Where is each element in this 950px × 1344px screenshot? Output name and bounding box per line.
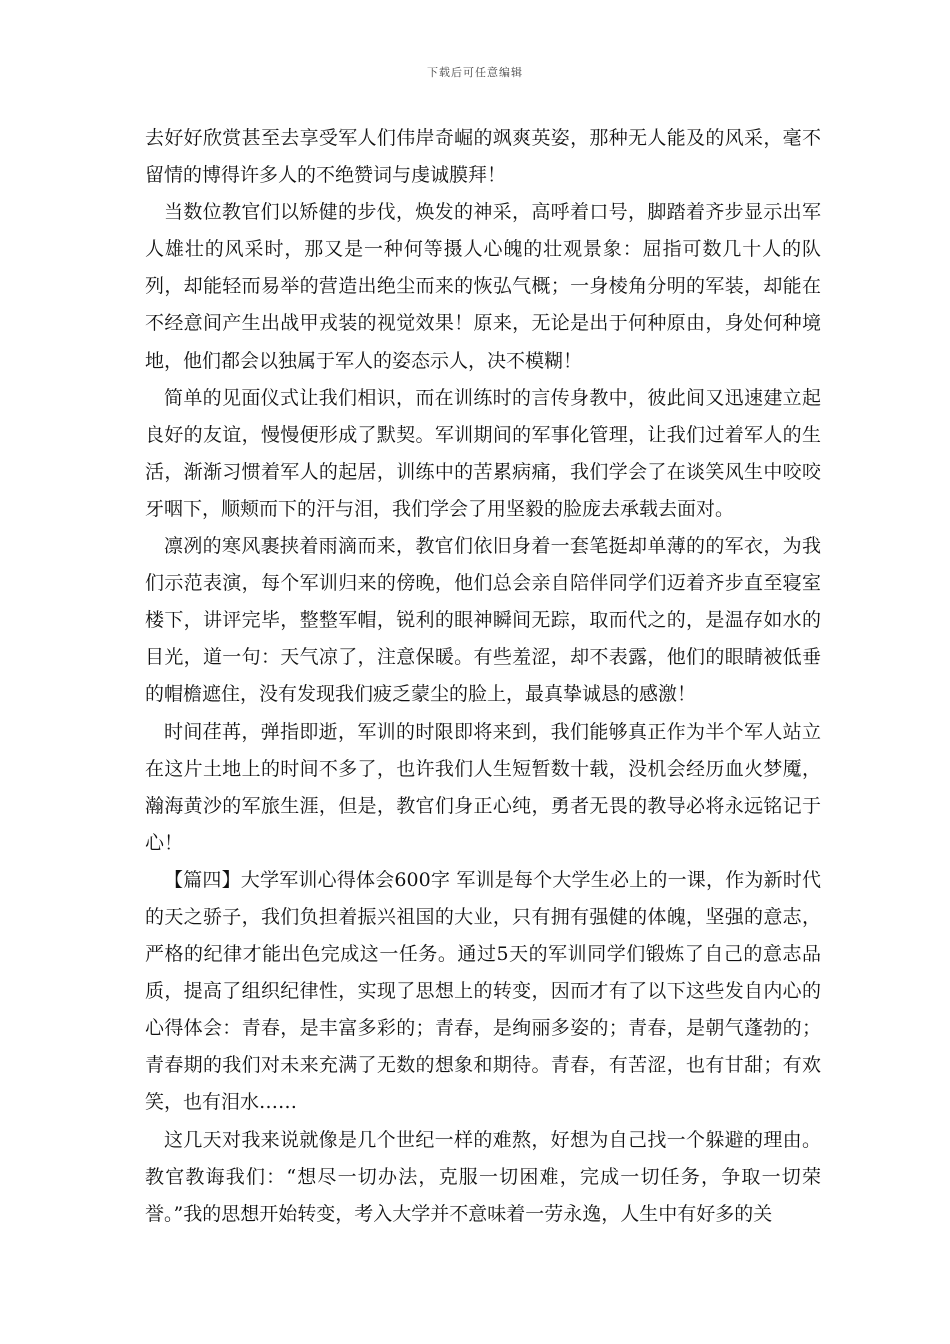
document-body (145, 120, 821, 1233)
paragraph: 凛冽的寒风裹挟着雨滴而来，教官们依旧身着一套笔挺却单薄的的军衣，为我们示范表演，每个军训归来的傍晚，他们总会亲自陪伴同学们迈着齐步直至寝室楼下，讲评完毕，整整军帽，锐利的眼神瞬间无踪，取而代之的，是温存如水的目光，道一句：天气凉了，注意保暖。有些羞涩，却不表露，他们的眼睛被低垂的帽檐遮住，没有发现我们疲乏蒙尘的脸上，最真挚诚恳的感激！ (145, 535, 821, 706)
paragraph: 简单的见面仪式让我们相识，而在训练时的言传身教中，彼此间又迅速建立起良好的友谊，慢慢便形成了默契。军训期间的军事化管理，让我们过着军人的生活，渐渐习惯着军人的起居，训练中的苦累病痛，我们学会了在谈笑风生中咬咬牙咽下，顺颊而下的汗与泪，我们学会了用坚毅的脸庞去承载去面对。 (145, 386, 821, 520)
paragraph: 【篇四】大学军训心得体会600字 军训是每个大学生必上的一课，作为新时代的天之骄子，我们负担着振兴祖国的大业，只有拥有强健的体魄，坚强的意志，严格的纪律才能出色完成这一任务。通过5天的军训同学们锻炼了自己的意志品质，提高了组织纪律性，实现了思想上的转变，因而才有了以下这些发自内心的心得体会：青春，是丰富多彩的；青春，是绚丽多姿的；青春，是朝气蓬勃的；青春期的我们对未来充满了无数的想象和期待。青春，有苦涩，也有甘甜；有欢笑，也有泪水…… (145, 868, 821, 1114)
paragraph: 当数位教官们以矫健的步伐，焕发的神采，高呼着口号，脚踏着齐步显示出军人雄壮的风采时，那又是一种何等摄人心魄的壮观景象：屈指可数几十人的队列，却能轻而易举的营造出绝尘而来的恢弘气概；一身棱角分明的军装，却能在不经意间产生出战甲戎装的视觉效果！原来，无论是出于何种原由，身处何种境地，他们都会以独属于军人的姿态示人，决不模糊！ (145, 201, 821, 372)
paragraph: 这几天对我来说就像是几个世纪一样的难熬，好想为自己找一个躲避的理由。教官教诲我们：“想尽一切办法，克服一切困难，完成一切任务，争取一切荣誉。”我的思想开始转变，考入大学并不意味着一劳永逸，人生中有好多的关 (145, 1128, 821, 1225)
paragraph: 时间荏苒，弹指即逝，军训的时限即将来到，我们能够真正作为半个军人站立在这片土地上的时间不多了，也许我们人生短暂数十载，没机会经历血火梦魇，瀚海黄沙的军旅生涯，但是，教官们身正心纯，勇者无畏的教导必将永远铭记于心！ (145, 720, 821, 854)
paragraph: 去好好欣赏甚至去享受军人们伟岸奇崛的飒爽英姿，那种无人能及的风采，毫不留情的博得许多人的不绝赞词与虔诚膜拜！ (145, 127, 821, 187)
page-header: 下载后可任意编辑 (427, 66, 523, 79)
